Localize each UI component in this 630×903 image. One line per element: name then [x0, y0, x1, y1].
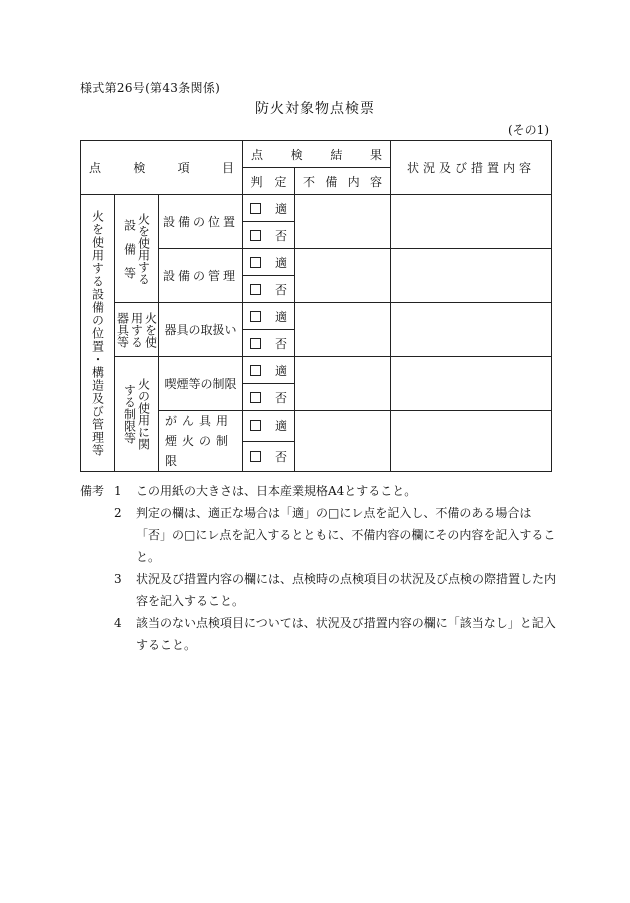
- judge-ok[interactable]: 適: [243, 303, 295, 330]
- item-equipment-location: 設備の位置: [159, 195, 243, 249]
- item-smoking-restriction: 喫煙等の制限: [159, 357, 243, 411]
- status-cell[interactable]: [391, 357, 552, 411]
- checkbox-icon[interactable]: [250, 338, 261, 349]
- remark-item: 2 判定の欄は、適正な場合は「適」の□にレ点を記入し、不備のある場合は「否」の□にレ点を記入するとともに、不備内容の欄にその内容を記入すること。: [114, 506, 556, 564]
- status-cell[interactable]: [391, 303, 552, 357]
- judge-ng[interactable]: 否: [243, 330, 295, 357]
- checkbox-icon[interactable]: [250, 420, 261, 431]
- group-fire-equipment: 火を使用する 設 備 等: [115, 195, 159, 303]
- header-judgement: 判 定: [243, 168, 295, 195]
- checkbox-icon[interactable]: [250, 311, 261, 322]
- checkbox-icon[interactable]: [250, 392, 261, 403]
- judge-ng[interactable]: 否: [243, 222, 295, 249]
- remarks: [80, 480, 560, 656]
- group-fire-use-restrictions: 火の使用に関 する制限等: [115, 357, 159, 472]
- item-appliance-handling: 器具の取扱い: [159, 303, 243, 357]
- judge-ok[interactable]: 適: [243, 411, 295, 442]
- status-cell[interactable]: [391, 411, 552, 472]
- judge-ng[interactable]: 否: [243, 384, 295, 411]
- remark-item: 4 該当のない点検項目については、状況及び措置内容の欄に「該当なし」と記入すること。: [114, 616, 556, 652]
- item-equipment-management: 設備の管理: [159, 249, 243, 303]
- judge-ok[interactable]: 適: [243, 357, 295, 384]
- checkbox-icon[interactable]: [250, 230, 261, 241]
- defect-cell[interactable]: [295, 303, 391, 357]
- inspection-table: [80, 140, 552, 472]
- checkbox-icon[interactable]: [250, 284, 261, 295]
- item-toy-fireworks-restriction: がん具用煙火の制限: [159, 411, 243, 472]
- group-fire-appliances: 火を使 用する 器具等: [115, 303, 159, 357]
- header-inspection-result: 点 検 結 果: [243, 141, 391, 168]
- status-cell[interactable]: [391, 249, 552, 303]
- defect-cell[interactable]: [295, 195, 391, 249]
- header-status-and-measures: 状況及び措置内容: [391, 141, 552, 195]
- remark-item: 備考 1 この用紙の大きさは、日本産業規格A4とすること。: [80, 484, 417, 498]
- checkbox-icon[interactable]: [250, 257, 261, 268]
- judge-ng[interactable]: 否: [243, 276, 295, 303]
- sub-number: (その1): [508, 123, 549, 137]
- judge-ok[interactable]: 適: [243, 249, 295, 276]
- category-fire-equipment: 火を使用する設備の位置・構造及び管理等: [81, 195, 115, 472]
- defect-cell[interactable]: [295, 411, 391, 472]
- checkbox-icon[interactable]: [250, 451, 261, 462]
- form-number: 様式第26号(第43条関係): [80, 81, 221, 95]
- status-cell[interactable]: [391, 195, 552, 249]
- checkbox-icon[interactable]: [250, 203, 261, 214]
- document-title: 防火対象物点検票: [255, 101, 375, 117]
- header-defect-content: 不 備 内 容: [295, 168, 391, 195]
- header-inspection-item: 点 検 項 目: [81, 141, 243, 195]
- judge-ok[interactable]: 適: [243, 195, 295, 222]
- defect-cell[interactable]: [295, 249, 391, 303]
- judge-ng[interactable]: 否: [243, 441, 295, 472]
- checkbox-icon[interactable]: [250, 365, 261, 376]
- defect-cell[interactable]: [295, 357, 391, 411]
- remark-item: 3 状況及び措置内容の欄には、点検時の点検項目の状況及び点検の際措置した内容を記入すること。: [114, 572, 557, 608]
